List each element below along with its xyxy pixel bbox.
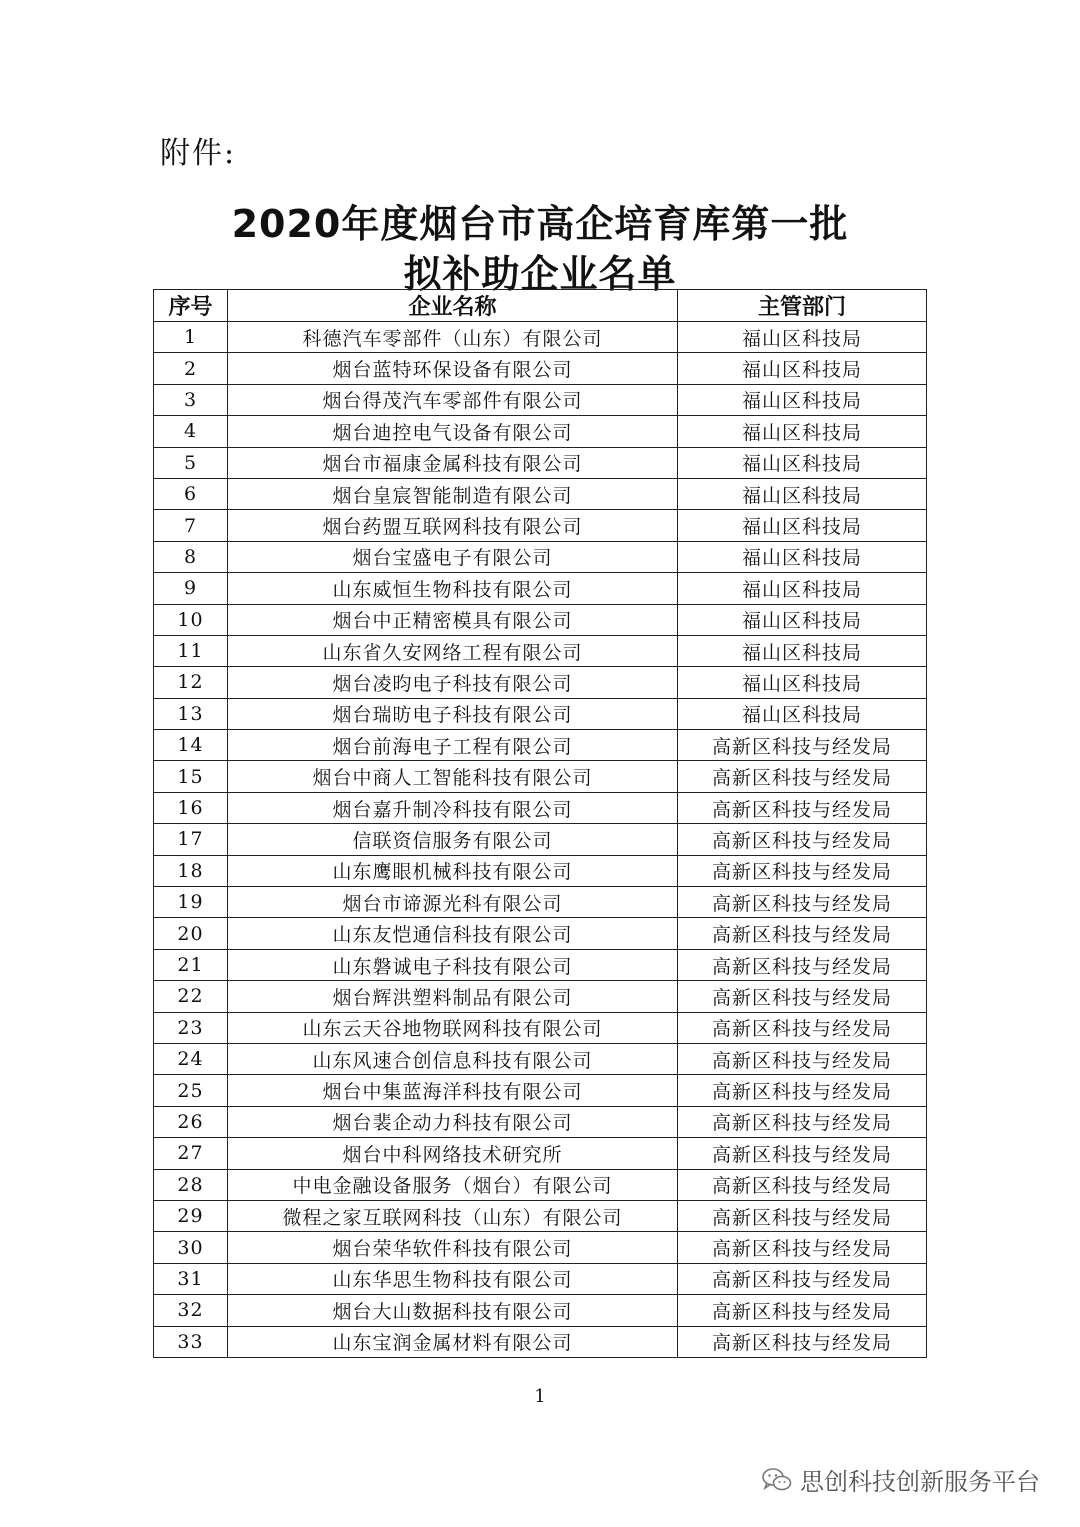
cell-company-name: 烟台瑞昉电子科技有限公司 (228, 698, 678, 729)
cell-company-name: 烟台前海电子工程有限公司 (228, 730, 678, 761)
cell-company-name: 烟台迪控电气设备有限公司 (228, 416, 678, 447)
table-row (154, 1043, 927, 1074)
cell-company-name: 烟台大山数据科技有限公司 (228, 1295, 678, 1326)
table-row (154, 792, 927, 823)
table-row (154, 855, 927, 886)
cell-index: 30 (154, 1232, 228, 1263)
cell-company-name: 烟台中正精密模具有限公司 (228, 604, 678, 635)
cell-department: 福山区科技局 (678, 322, 927, 353)
cell-index: 20 (154, 918, 228, 949)
cell-company-name: 烟台辉洪塑料制品有限公司 (228, 981, 678, 1012)
cell-department: 高新区科技与经发局 (678, 949, 927, 980)
cell-company-name: 烟台中科网络技术研究所 (228, 1138, 678, 1169)
cell-department: 高新区科技与经发局 (678, 1106, 927, 1137)
cell-company-name: 烟台荣华软件科技有限公司 (228, 1232, 678, 1263)
table-row (154, 824, 927, 855)
table-row (154, 1169, 927, 1200)
cell-department: 福山区科技局 (678, 635, 927, 666)
table-row (154, 541, 927, 572)
table-row (154, 1075, 927, 1106)
table-header-row (154, 290, 927, 322)
table-body (154, 322, 927, 1358)
table-row (154, 478, 927, 509)
cell-company-name: 烟台市谛源光科有限公司 (228, 887, 678, 918)
cell-department: 高新区科技与经发局 (678, 730, 927, 761)
cell-index: 9 (154, 573, 228, 604)
cell-index: 25 (154, 1075, 228, 1106)
watermark-text: 思创科技创新服务平台 (800, 1468, 1040, 1496)
cell-department: 福山区科技局 (678, 541, 927, 572)
cell-index: 19 (154, 887, 228, 918)
table-row (154, 981, 927, 1012)
cell-company-name: 科德汽车零部件（山东）有限公司 (228, 322, 678, 353)
table-row (154, 667, 927, 698)
cell-index: 22 (154, 981, 228, 1012)
table-row (154, 1106, 927, 1137)
cell-index: 11 (154, 635, 228, 666)
cell-company-name: 山东华思生物科技有限公司 (228, 1263, 678, 1294)
table-row (154, 761, 927, 792)
table-row (154, 1200, 927, 1231)
cell-company-name: 烟台药盟互联网科技有限公司 (228, 510, 678, 541)
cell-index: 6 (154, 478, 228, 509)
cell-department: 福山区科技局 (678, 384, 927, 415)
cell-department: 福山区科技局 (678, 510, 927, 541)
cell-company-name: 山东友恺通信科技有限公司 (228, 918, 678, 949)
cell-index: 13 (154, 698, 228, 729)
document-title-line-1: 2020年度烟台市高企培育库第一批 (231, 202, 849, 246)
cell-department: 高新区科技与经发局 (678, 1043, 927, 1074)
table-row (154, 918, 927, 949)
cell-department: 福山区科技局 (678, 416, 927, 447)
cell-company-name: 烟台市福康金属科技有限公司 (228, 447, 678, 478)
table-row (154, 322, 927, 353)
cell-company-name: 烟台得茂汽车零部件有限公司 (228, 384, 678, 415)
cell-index: 7 (154, 510, 228, 541)
cell-index: 27 (154, 1138, 228, 1169)
table-row (154, 887, 927, 918)
cell-index: 21 (154, 949, 228, 980)
cell-department: 福山区科技局 (678, 478, 927, 509)
cell-index: 31 (154, 1263, 228, 1294)
cell-department: 福山区科技局 (678, 667, 927, 698)
cell-department: 高新区科技与经发局 (678, 1200, 927, 1231)
cell-company-name: 信联资信服务有限公司 (228, 824, 678, 855)
watermark (762, 1462, 1040, 1497)
cell-department: 高新区科技与经发局 (678, 1232, 927, 1263)
cell-index: 8 (154, 541, 228, 572)
cell-department: 高新区科技与经发局 (678, 1295, 927, 1326)
cell-company-name: 烟台裴企动力科技有限公司 (228, 1106, 678, 1137)
table-row (154, 635, 927, 666)
header-index: 序号 (154, 290, 228, 322)
cell-index: 24 (154, 1043, 228, 1074)
cell-index: 32 (154, 1295, 228, 1326)
company-list-table (153, 289, 927, 1358)
table-row (154, 1012, 927, 1043)
cell-department: 福山区科技局 (678, 447, 927, 478)
cell-index: 3 (154, 384, 228, 415)
cell-company-name: 山东宝润金属材料有限公司 (228, 1326, 678, 1357)
cell-index: 18 (154, 855, 228, 886)
cell-index: 14 (154, 730, 228, 761)
table-row (154, 730, 927, 761)
cell-company-name: 烟台中集蓝海洋科技有限公司 (228, 1075, 678, 1106)
cell-index: 23 (154, 1012, 228, 1043)
table-row (154, 949, 927, 980)
cell-index: 1 (154, 322, 228, 353)
cell-department: 高新区科技与经发局 (678, 1326, 927, 1357)
cell-company-name: 山东威恒生物科技有限公司 (228, 573, 678, 604)
cell-company-name: 烟台蓝特环保设备有限公司 (228, 353, 678, 384)
cell-department: 福山区科技局 (678, 698, 927, 729)
cell-index: 33 (154, 1326, 228, 1357)
cell-department: 高新区科技与经发局 (678, 792, 927, 823)
cell-department: 高新区科技与经发局 (678, 824, 927, 855)
table-row (154, 1326, 927, 1357)
cell-department: 高新区科技与经发局 (678, 981, 927, 1012)
cell-index: 2 (154, 353, 228, 384)
table-row (154, 1232, 927, 1263)
header-department: 主管部门 (678, 290, 927, 322)
wechat-icon (762, 1467, 792, 1493)
cell-company-name: 微程之家互联网科技（山东）有限公司 (228, 1200, 678, 1231)
cell-index: 28 (154, 1169, 228, 1200)
cell-department: 高新区科技与经发局 (678, 761, 927, 792)
attachment-label: 附件: (160, 136, 237, 171)
cell-index: 12 (154, 667, 228, 698)
table-row (154, 510, 927, 541)
cell-department: 福山区科技局 (678, 353, 927, 384)
cell-index: 15 (154, 761, 228, 792)
cell-company-name: 山东云天谷地物联网科技有限公司 (228, 1012, 678, 1043)
cell-company-name: 山东鹰眼机械科技有限公司 (228, 855, 678, 886)
cell-index: 29 (154, 1200, 228, 1231)
cell-department: 高新区科技与经发局 (678, 855, 927, 886)
cell-company-name: 烟台皇宸智能制造有限公司 (228, 478, 678, 509)
header-company-name: 企业名称 (228, 290, 678, 322)
cell-company-name: 烟台嘉升制冷科技有限公司 (228, 792, 678, 823)
table-row (154, 604, 927, 635)
table-row (154, 384, 927, 415)
table-row (154, 416, 927, 447)
cell-company-name: 烟台中商人工智能科技有限公司 (228, 761, 678, 792)
cell-department: 高新区科技与经发局 (678, 918, 927, 949)
page-number: 1 (534, 1386, 546, 1407)
table-row (154, 353, 927, 384)
cell-company-name: 山东省久安网络工程有限公司 (228, 635, 678, 666)
table-row (154, 447, 927, 478)
cell-company-name: 山东磐诚电子科技有限公司 (228, 949, 678, 980)
table-row (154, 1295, 927, 1326)
cell-company-name: 山东风速合创信息科技有限公司 (228, 1043, 678, 1074)
cell-index: 16 (154, 792, 228, 823)
cell-index: 4 (154, 416, 228, 447)
cell-department: 福山区科技局 (678, 573, 927, 604)
cell-company-name: 烟台凌昀电子科技有限公司 (228, 667, 678, 698)
cell-department: 高新区科技与经发局 (678, 887, 927, 918)
cell-department: 高新区科技与经发局 (678, 1169, 927, 1200)
cell-index: 17 (154, 824, 228, 855)
cell-department: 高新区科技与经发局 (678, 1075, 927, 1106)
cell-company-name: 中电金融设备服务（烟台）有限公司 (228, 1169, 678, 1200)
table-row (154, 1263, 927, 1294)
cell-company-name: 烟台宝盛电子有限公司 (228, 541, 678, 572)
table-row (154, 573, 927, 604)
cell-department: 高新区科技与经发局 (678, 1138, 927, 1169)
cell-index: 5 (154, 447, 228, 478)
table-row (154, 698, 927, 729)
cell-index: 26 (154, 1106, 228, 1137)
cell-department: 福山区科技局 (678, 604, 927, 635)
cell-index: 10 (154, 604, 228, 635)
document-title-line-2: 拟补助企业名单 (403, 252, 677, 296)
cell-department: 高新区科技与经发局 (678, 1263, 927, 1294)
cell-department: 高新区科技与经发局 (678, 1012, 927, 1043)
table-row (154, 1138, 927, 1169)
